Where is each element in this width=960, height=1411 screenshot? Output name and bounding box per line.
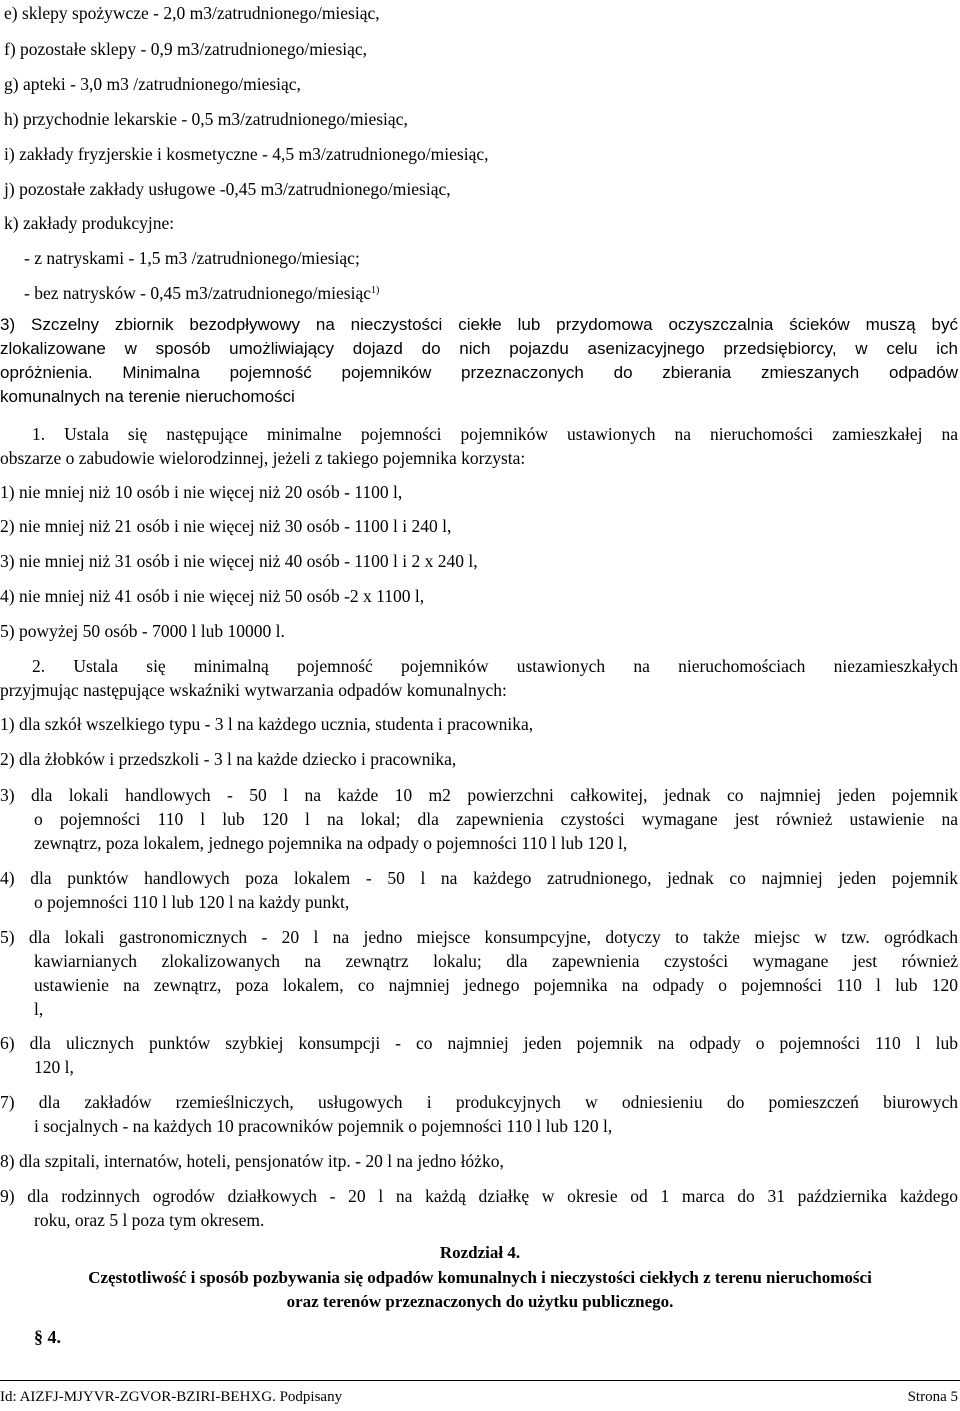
list-item: 1) nie mniej niż 10 osób i nie więcej niż 20 osób - 1100 l, bbox=[0, 482, 403, 502]
list-item-continuation: kawiarnianych zlokalizowanych na zewnątrz lokalu; dla zapewnienia czystości wymagane jest również bbox=[34, 951, 958, 971]
list-item: k) zakłady produkcyjne: bbox=[4, 213, 175, 233]
list-item: 2) nie mniej niż 21 osób i nie więcej niż 30 osób - 1100 l i 240 l, bbox=[0, 516, 452, 536]
paragraph-line: 3) Szczelny zbiornik bezodpływowy na nieczystości ciekłe lub przydomowa oczyszczalnia ścieków muszą być bbox=[0, 315, 958, 334]
paragraph-line: 2. Ustala się minimalną pojemność pojemników ustawionych na nieruchomościach niezamieszkałych bbox=[32, 656, 958, 676]
chapter-subtitle: Częstotliwość i sposób pozbywania się odpadów komunalnych i nieczystości ciekłych z terenu nieruchomości bbox=[88, 1268, 872, 1287]
list-item: 7) dla zakładów rzemieślniczych, usługowych i produkcyjnych w odniesieniu do pomieszczeń biurowych bbox=[0, 1092, 958, 1112]
list-item-continuation: roku, oraz 5 l poza tym okresem. bbox=[34, 1210, 265, 1230]
list-item: 9) dla rodzinnych ogrodów działkowych - 20 l na każdą działkę w okresie od 1 marca do 31 października każdego bbox=[0, 1186, 958, 1206]
paragraph-line: komunalnych na terenie nieruchomości bbox=[0, 387, 295, 406]
paragraph-line: opróżnienia. Minimalna pojemność pojemników przeznaczonych do zbierania zmieszanych odpadów bbox=[0, 363, 958, 382]
list-item-continuation: o pojemności 110 l lub 120 l na lokal; dla zapewnienia czystości wymagane jest również ustawienie na bbox=[34, 809, 958, 829]
list-item-continuation: o pojemności 110 l lub 120 l na każdy punkt, bbox=[34, 892, 350, 912]
section-number: § 4. bbox=[34, 1327, 61, 1347]
list-item-continuation: zewnątrz, poza lokalem, jednego pojemnika na odpady o pojemności 110 l lub 120 l, bbox=[34, 833, 628, 853]
list-item: 5) powyżej 50 osób - 7000 l lub 10000 l. bbox=[0, 621, 285, 641]
list-item-continuation: 120 l, bbox=[34, 1057, 74, 1077]
paragraph-line: 1. Ustala się następujące minimalne pojemności pojemników ustawionych na nieruchomości zamieszkałej na bbox=[32, 424, 958, 444]
footer-id: Id: AIZFJ-MJYVR-ZGVOR-BZIRI-BEHXG. Podpisany bbox=[0, 1389, 343, 1405]
list-item: 6) dla ulicznych punktów szybkiej konsumpcji - co najmniej jeden pojemnik na odpady o pojemności 110 l lub bbox=[0, 1033, 958, 1053]
list-item-continuation: l, bbox=[34, 999, 44, 1019]
footnote-mark: 1) bbox=[370, 285, 380, 296]
list-subitem bbox=[24, 283, 379, 304]
list-item: f) pozostałe sklepy - 0,9 m3/zatrudnionego/miesiąc, bbox=[4, 39, 368, 59]
list-item: 3) dla lokali handlowych - 50 l na każde 10 m2 powierzchni całkowitej, jednak co najmniej jeden pojemnik bbox=[0, 785, 958, 805]
list-item: 2) dla żłobków i przedszkoli - 3 l na każde dziecko i pracownika, bbox=[0, 749, 457, 769]
list-subitem: - z natryskami - 1,5 m3 /zatrudnionego/miesiąc; bbox=[24, 248, 360, 268]
list-item-continuation: i socjalnych - na każdych 10 pracowników pojemnik o pojemności 110 l lub 120 l, bbox=[34, 1116, 613, 1136]
chapter-subtitle: oraz terenów przeznaczonych do użytku publicznego. bbox=[286, 1292, 674, 1311]
footer-divider bbox=[0, 1380, 960, 1381]
paragraph-line: przyjmując następujące wskaźniki wytwarzania odpadów komunalnych: bbox=[0, 680, 507, 700]
paragraph-line: zlokalizowane w sposób umożliwiający dojazd do nich pojazdu asenizacyjnego przedsiębiorcy, w celu ich bbox=[0, 339, 958, 358]
list-item: j) pozostałe zakłady usługowe -0,45 m3/zatrudnionego/miesiąc, bbox=[4, 179, 451, 199]
footer-page-number: Strona 5 bbox=[907, 1389, 958, 1405]
list-item: h) przychodnie lekarskie - 0,5 m3/zatrudnionego/miesiąc, bbox=[4, 109, 408, 129]
list-item: 1) dla szkół wszelkiego typu - 3 l na każdego ucznia, studenta i pracownika, bbox=[0, 714, 534, 734]
list-item: 8) dla szpitali, internatów, hoteli, pensjonatów itp. - 20 l na jedno łóżko, bbox=[0, 1151, 504, 1171]
list-item: 4) dla punktów handlowych poza lokalem - 50 l na każdego zatrudnionego, jednak co najmniej jeden pojemnik bbox=[0, 868, 958, 888]
list-item: 5) dla lokali gastronomicznych - 20 l na jedno miejsce konsumpcyjne, dotyczy to także miejsc w tzw. ogródkach bbox=[0, 927, 958, 947]
list-item: i) zakłady fryzjerskie i kosmetyczne - 4,5 m3/zatrudnionego/miesiąc, bbox=[4, 144, 489, 164]
list-item: g) apteki - 3,0 m3 /zatrudnionego/miesiąc, bbox=[4, 74, 301, 94]
list-item: 4) nie mniej niż 41 osób i nie więcej niż 50 osób -2 x 1100 l, bbox=[0, 586, 425, 606]
list-item-continuation: ustawienie na zewnątrz, poza lokalem, co najmniej jednego pojemnika na odpady o pojemności 110 l lub 120 bbox=[34, 975, 958, 995]
list-item: e) sklepy spożywcze - 2,0 m3/zatrudnionego/miesiąc, bbox=[4, 3, 380, 23]
list-subitem-text: - bez natrysków - 0,45 m3/zatrudnionego/miesiąc bbox=[24, 283, 371, 303]
paragraph-line: obszarze o zabudowie wielorodzinnej, jeżeli z takiego pojemnika korzysta: bbox=[0, 448, 526, 468]
list-item: 3) nie mniej niż 31 osób i nie więcej niż 40 osób - 1100 l i 2 x 240 l, bbox=[0, 551, 478, 571]
chapter-title: Rozdział 4. bbox=[439, 1243, 521, 1262]
